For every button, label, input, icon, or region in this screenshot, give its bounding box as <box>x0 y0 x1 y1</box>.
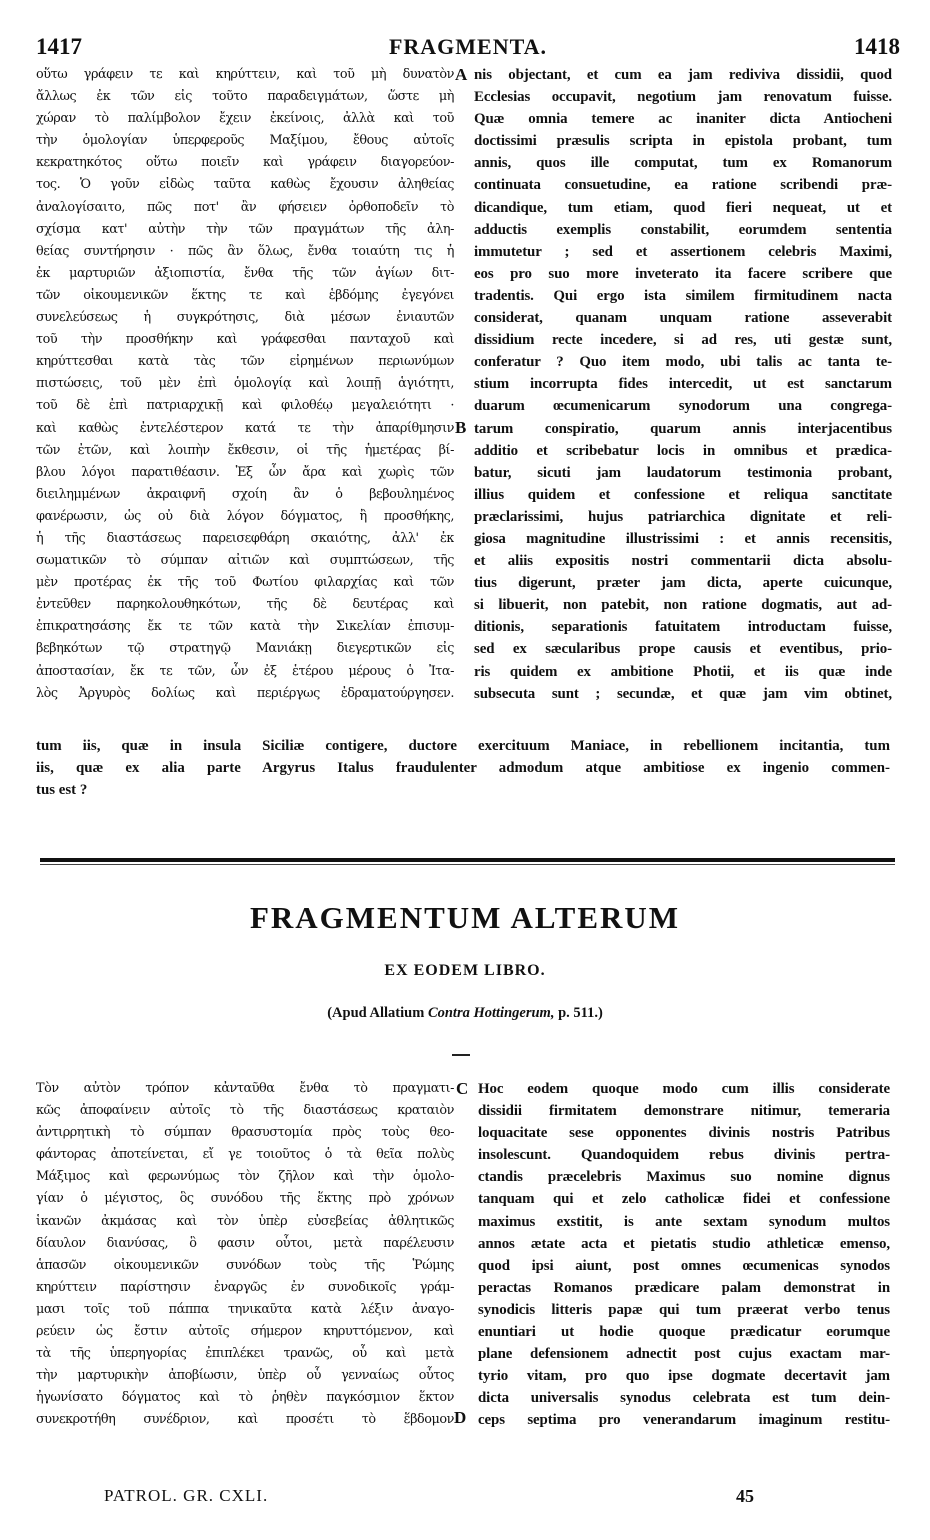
text-line: tus est ? <box>36 782 88 799</box>
right-page-number: 1418 <box>854 34 900 59</box>
section1-full-width-text <box>36 735 890 801</box>
text-line: φάντορας ἀποτείνεται, εἴ γε τοιοῦτος ὁ τὰ θεῖα πολὺς <box>36 1147 454 1163</box>
text-line: γίαν ὁ μέγιστος, ὃς συνόδου τῆς ἕκτης πρὸ χρόνων <box>36 1191 454 1207</box>
text-line: maximus exstitit, is ante sextam synodum multos <box>478 1213 890 1230</box>
text-line: stium incorrupta fides intercedit, ut est sanctarum <box>474 376 892 393</box>
text-line: Quæ omnia temere ac inaniter dicta Antiocheni <box>474 111 892 128</box>
text-line: ἡ τῆς διαστάσεως παρεισεφθάρη σκαιότης, ἀλλ' ἐκ <box>36 530 454 546</box>
text-line: τὰ τῆς ὑπερηγορίας ἐπιπλέκει τρανῶς, οὗ καὶ μετὰ <box>36 1346 454 1362</box>
text-line: loquacitate sese opponentes divinis nostris Patribus <box>478 1125 890 1142</box>
section2-subtitle: EX EODEM LIBRO. <box>384 962 546 979</box>
text-line: κῶς ἀποφαίνειν αὐτοῖς τὸ τῆς διαστάσεως κραταιὸν <box>36 1103 454 1119</box>
section2-title: FRAGMENTUM ALTERUM <box>249 900 681 935</box>
text-line: κηρύττεσθαι κατὰ τὰς τῶν εἰρημένων περιωνύμων <box>36 354 454 370</box>
text-line: ἄλλως ἐκ τῶν εἰς τοῦτο παραδειγμάτων, ὥστε μὴ <box>36 89 454 105</box>
text-line: ditionis, separationis fatuitatem introductam fuisse, <box>474 619 892 636</box>
text-line: ἱκανῶν ἀκμάσας καὶ τὸν ὑπὲρ εὐσεβείας ἀθλητικῶς <box>36 1213 454 1229</box>
text-line: insolescunt. Quandoquidem rebus divinis pertra- <box>478 1147 890 1164</box>
left-page-number: 1417 <box>36 34 82 59</box>
text-line: συνελεύσεως ἡ συγκρότησις, διὰ μέσων ἐνιαυτῶν <box>36 310 454 326</box>
text-line: λὸς Ἀργυρὸς δολίως καὶ περιέργως ἐδραματούργησεν. <box>36 685 454 701</box>
marginal-marker-c: C <box>456 1079 469 1098</box>
text-line: tarum conspiratio, quarum annis interjacentibus <box>474 420 892 437</box>
text-line: κηρύττειν παρίστησιν ἐναργῶς ἐν συνοδικοῖς γράμ- <box>36 1279 454 1295</box>
text-line: præclarissimi, hujus patriarchica dignitate et reli- <box>474 508 892 525</box>
text-line: δίαυλον διανύσας, ὃ φασιν οὗτοι, μετὰ παρέλευσιν <box>36 1235 454 1251</box>
text-line: plane defensionem adnectit post cujus exactam mar- <box>478 1346 890 1363</box>
text-line: οὕτω γράφειν τε καὶ κηρύττειν, καὶ τοῦ μὴ δυνατὸν <box>36 67 454 82</box>
text-line: synodicis litteris papæ qui tum præerat verbo tenus <box>478 1301 890 1318</box>
text-line: τος. Ὁ γοῦν εἰδὼς ταῦτα καθὼς ἔχουσιν ἀληθείας <box>36 177 454 193</box>
text-line: Hoc eodem quoque modo cum illis considerate <box>478 1081 890 1097</box>
text-line: σχίσμα κατ' αὐτὴν τὴν τῶν πραγμάτων τῆς ἀλη- <box>36 221 454 237</box>
text-line: dicta universalis synodus celebrata est tum dein- <box>478 1390 890 1407</box>
text-line: τῶν ἐτῶν, καὶ λοιπὴν ἔκθεσιν, οἱ τῆς ἡμετέρας βί- <box>36 442 454 458</box>
text-line: sed ex sæcularibus prope causis et eventibus, prio- <box>474 641 892 658</box>
text-line: τοῦ τὴν προσθήκην καὶ γράφεσθαι πανταχοῦ καὶ <box>36 332 454 348</box>
section1-greek-column <box>36 64 454 705</box>
text-line: considerat, quanam unquam ratione asseverabit <box>474 310 892 327</box>
text-line: dicandique, tum etiam, quod fieri nequeat, ut et <box>474 199 892 216</box>
text-line: ἁπασῶν οἰκουμενικῶν συνόδων τοὺς τῆς Ῥώμης <box>36 1257 454 1273</box>
text-line: βεβηκότων τῷ στρατηγῷ Μανιάκῃ διεγερτικῶν εἰς <box>36 641 454 657</box>
text-line: ctandis præcelebris Maximus suo nomine dignus <box>478 1169 890 1186</box>
text-line: σωματικῶν τὸ σύμπαν αἰτιῶν καὶ συμπτώσεων, τῆς <box>36 553 454 569</box>
text-line: τὴν μαρτυρικὴν ἀποβίωσιν, ὑπὲρ οὗ γενναίως οὗτος <box>36 1368 454 1384</box>
marginal-marker-a: A <box>455 65 468 84</box>
section-divider-rule <box>40 858 895 862</box>
text-line: μασι τοῖς τοῦ πάππα τηνικαῦτα κατὰ λέξιν ἀναγο- <box>36 1301 454 1317</box>
text-line: conferatur ? Quo item modo, ubi talis ac tanta te- <box>474 354 892 371</box>
text-line: τῶν οἰκουμενικῶν ἕκτης τε καὶ ἑβδόμης ἐγεγόνει <box>36 287 454 303</box>
text-line: ceps septima pro venerandarum imaginum restitu- <box>478 1412 890 1429</box>
text-line: Μάξιμος καὶ φερωνύμως τὸν ζῆλον καὶ τὴν ὁμολο- <box>36 1169 454 1185</box>
text-line: quod ipsi aiunt, post omnes œcumenicas synodos <box>478 1257 890 1274</box>
text-line: eos pro suo more inveterato ita facere scribere que <box>474 265 892 282</box>
running-title: FRAGMENTA. <box>388 34 548 59</box>
text-line: dissidii firmitatem demonstrare nitimur, temeraria <box>478 1103 890 1120</box>
text-line: Ecclesias occupavit, negotium jam renovatum fuisse. <box>474 89 892 106</box>
text-line: tyrio vitam, pro quo ipse dogmate decertavit jam <box>478 1368 890 1385</box>
text-line: doctissimi præsulis scripta in epistola probant, tum <box>474 133 892 150</box>
section-divider-thin-rule <box>40 864 895 865</box>
text-line: πιστώσεις, τοῦ μὲν ἐπὶ ὁμολογίᾳ καὶ λοιπῇ ἁγιότητι, <box>36 376 454 392</box>
text-line: tradentis. Qui ergo ista similem firmitudinem nacta <box>474 287 892 304</box>
text-line: annos ætate acta et pietatis studio athleticæ emenso, <box>478 1235 890 1252</box>
text-line: nis objectant, et cum ea jam rediviva dissidii, quod <box>474 67 892 83</box>
text-line: χώραν τὸ παλίμβολον ἔχειν ἐκείνοις, ἀλλὰ καὶ τοῦ <box>36 111 454 127</box>
text-line: ἐπικρατησάσης ἔκ τε τῶν κατὰ τὴν Σικελίαν ἐπισυμ- <box>36 619 454 635</box>
text-line: tius digerunt, præter jam dicta, aperte cuicunque, <box>474 575 892 592</box>
marginal-marker-b: B <box>455 418 467 437</box>
text-line: ἠγωνίσατο δόγματος καὶ τὸ ῥηθὲν παγκόσμιον ἕκτον <box>36 1390 454 1406</box>
text-line: ἀναλογίσαιτο, πῶς ποτ' ἂν φήσειεν ὀρθοποδεῖν τὸ <box>36 199 454 215</box>
text-line: καὶ καθὼς ἐντελέστερον κατά τε τὴν ἀπαρίθμησιν <box>36 420 454 436</box>
text-line: ἐντεῦθεν παρηκολουθηκότων, τῆς δὲ δευτέρας καὶ <box>36 597 454 613</box>
text-line: dissidium recte incedere, si ad res, uti gestæ sunt, <box>474 332 892 349</box>
text-line: continuata consuetudine, ea ratione scribendi præ- <box>474 177 892 194</box>
source-work-title: Contra Hottingerum, <box>427 1005 555 1021</box>
text-line: τὴν ὁμολογίαν ὑπερφεροῦς Μαξίμου, ἔθους αὐτοῖς <box>36 133 454 149</box>
text-line: enuntiari ut hodie quoque prædicatur eorumque <box>478 1324 890 1341</box>
text-line: batur, sicuti jam laudatorum testimonia probant, <box>474 464 892 481</box>
text-line: et aliis expositis nostri commentarii dicta absolu- <box>474 553 892 570</box>
text-line: μὲν προτέρας ἐκ τῆς τοῦ Φωτίου φιλαρχίας καὶ τῶν <box>36 575 454 591</box>
text-line: Τὸν αὐτὸν τρόπον κἀνταῦθα ἔνθα τὸ πραγματι- <box>36 1081 454 1096</box>
page-header <box>36 34 900 64</box>
section2-greek-column <box>36 1078 454 1432</box>
marginal-marker-d: D <box>454 1408 467 1427</box>
text-line: si libuerit, non patebit, non ratione dogmatis, aut ad- <box>474 597 892 614</box>
text-line: immutetur ; sed et assertionem celebris Maximi, <box>474 243 892 260</box>
text-line: tanquam qui et zelo catholicæ fidei et confessione <box>478 1191 890 1208</box>
text-line: adductis exemplis constabilit, eorumdem sententia <box>474 221 892 238</box>
text-line: διειλημμένων ἀκραιφνῆ σχοίη ἂν ὁ βεβουλημένος <box>36 486 454 502</box>
text-line: tum iis, quæ in insula Siciliæ contigere, ductore exercituum Maniace, in rebellionem incitantia, tum <box>36 738 890 754</box>
text-line: θείας συντήρησιν · πῶς ἂν ὅλως, ἔνθα τοιαύτη τις ἡ <box>36 243 454 259</box>
text-line: κεκρατηκότος οὕτω ποιεῖν καὶ γράφειν διαγορεύον- <box>36 155 454 171</box>
text-line: ἐκ μαρτυριῶν ἀξιοπιστία, ἔνθα τῆς τῶν ἁγίων διτ- <box>36 265 454 281</box>
text-line: ρεύειν ὡς ἔστιν αὐτοῖς σήμερον κηρυττόμενον, καὶ <box>36 1324 454 1340</box>
text-line: τοῦ δὲ ἐπὶ πατριαρχικῇ καὶ φιλοθέῳ μεγαλειότητι · <box>36 398 454 414</box>
text-line: βλου λόγοι παρατιθέασιν. Ἐξ ὧν ἄρα καὶ χωρὶς τῶν <box>36 464 454 480</box>
source-prefix: (Apud Allatium <box>327 1005 425 1021</box>
source-suffix: p. 511.) <box>558 1005 603 1021</box>
text-line: iis, quæ ex alia parte Argyrus Italus fraudulenter admodum atque ambitiose ex ingenio commen- <box>36 760 890 777</box>
text-line: φανέρωσιν, ὡς οὐ διὰ λόγον δόγματος, ἢ προσθήκης, <box>36 508 454 524</box>
footer-series-label: PATROL. GR. CXLI. <box>104 1486 269 1505</box>
text-line: ἀποστασίαν, ἔκ τε τῶν, ὧν ἐξ ἑτέρου μέρους ὁ Ἰτα- <box>36 663 454 679</box>
text-line: συνεκροτήθη συνέδριον, καὶ προσέτι τὸ ἕβδομον <box>36 1412 454 1428</box>
text-line: ris quidem ex ambitione Photii, et iis quæ inde <box>474 663 892 680</box>
text-line: duarum œcumenicarum synodorum una congrega- <box>474 398 892 415</box>
text-line: illius quidem et confessione et reliqua sanctitate <box>474 486 892 503</box>
section2-latin-column <box>478 1078 890 1432</box>
section1-latin-column <box>474 64 892 705</box>
text-line: subsecuta sunt ; secundæ, et quæ jam vim obtinet, <box>474 685 892 702</box>
short-dash-divider <box>452 1054 470 1056</box>
footer-signature-number: 45 <box>736 1486 754 1506</box>
text-line: peractas Romanos prædicare palam demonstrat in <box>478 1279 890 1296</box>
text-line: additio et scribebatur locis in omnibus et prædica- <box>474 442 892 459</box>
text-line: annis, quos ille computat, tum ex Romanorum <box>474 155 892 172</box>
text-line: giosa magnitudine illustrissimi : et annis recensitis, <box>474 530 892 547</box>
text-line: ἀντιρρητικὴ τὸ σύμπαν θρασυστομία πρὸς τοὺς θεο- <box>36 1125 454 1141</box>
section2-source-citation <box>0 1005 930 1022</box>
